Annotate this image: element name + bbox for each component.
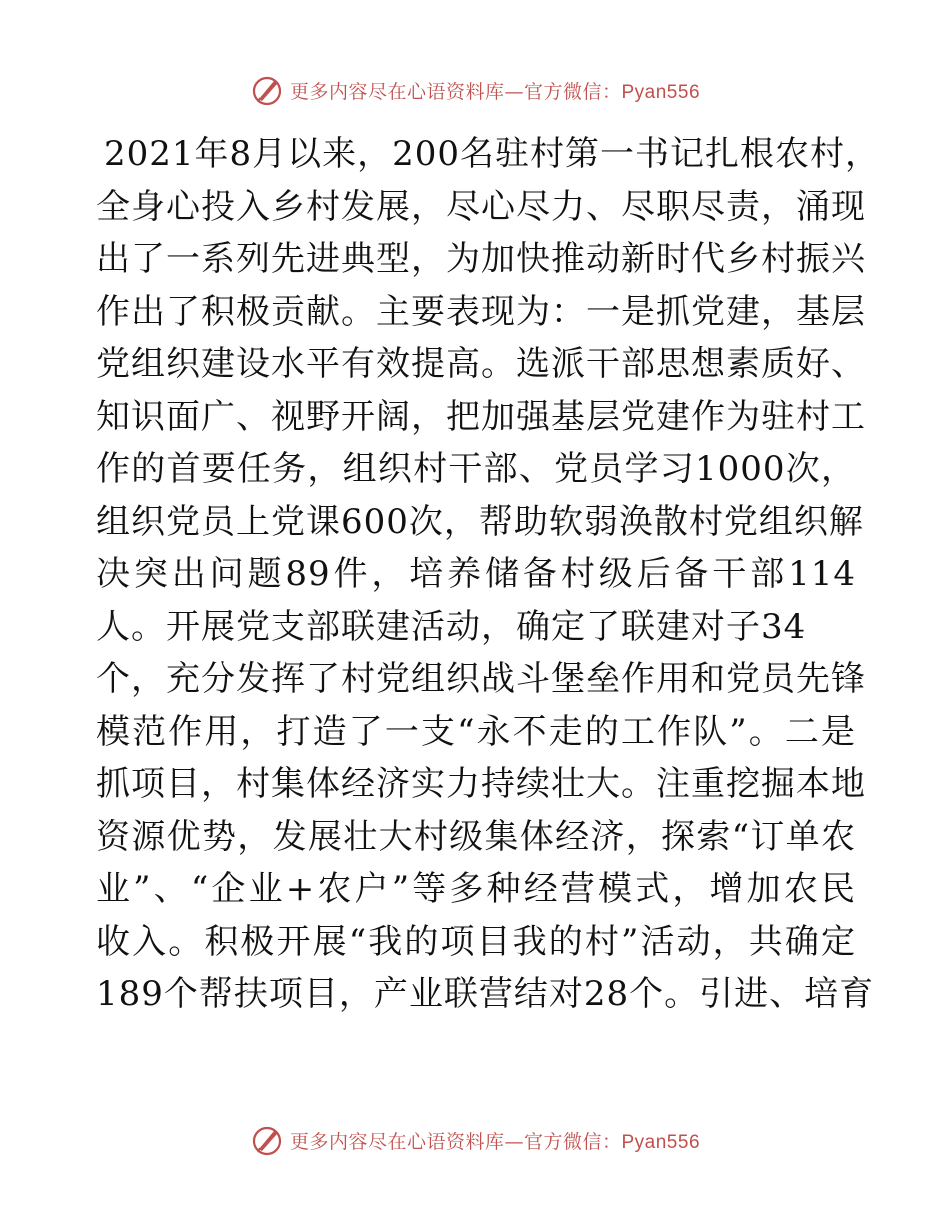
body-line: 资源优势，发展壮大村级集体经济，探索“订单农	[96, 816, 856, 857]
body-line: 组织党员上党课600次，帮助软弱涣散村党组织解	[96, 501, 864, 542]
body-line: 人。开展党支部联建活动，确定了联建对子34	[96, 606, 807, 647]
body-line: 抓项目，村集体经济实力持续壮大。注重挖掘本地	[96, 764, 866, 804]
body-line: 决突出问题89件，培养储备村级后备干部114	[96, 554, 856, 594]
body-line: 个，充分发挥了村党组织战斗堡垒作用和党员先锋	[96, 659, 866, 699]
watermark-account: Pyan556	[621, 1131, 701, 1153]
quill-circle-icon	[250, 1123, 284, 1157]
body-line: 收入。积极开展“我的项目我的村”活动，共确定	[96, 921, 856, 962]
body-line: 业”、“企业+农户”等多种经营模式，增加农民	[96, 869, 856, 909]
body-line: 189个帮扶项目，产业联营结对28个。引进、培育	[96, 974, 875, 1014]
body-line: 作出了积极贡献。主要表现为：一是抓党建，基层	[96, 291, 866, 332]
body-line: 出了一系列先进典型，为加快推动新时代乡村振兴	[96, 239, 866, 279]
body-line: 知识面广、视野开阔，把加强基层党建作为驻村工	[96, 396, 866, 437]
body-line: 作的首要任务，组织村干部、党员学习1000次，	[96, 449, 856, 489]
body-line: 全身心投入乡村发展，尽心尽力、尽职尽责，涌现	[96, 186, 866, 227]
header-watermark	[0, 70, 950, 110]
watermark-account: Pyan556	[621, 81, 701, 103]
quill-circle-icon	[250, 73, 284, 107]
watermark-text: 更多内容尽在心语资料库—官方微信：Pyan556	[289, 80, 701, 103]
body-line: 模范作用，打造了一支“永不走的工作队”。二是	[96, 711, 856, 752]
body-line: 党组织建设水平有效提高。选派干部思想素质好、	[96, 344, 866, 384]
footer-watermark	[0, 1120, 950, 1160]
watermark-text: 更多内容尽在心语资料库—官方微信：Pyan556	[289, 1130, 701, 1153]
document-body	[96, 128, 881, 1021]
body-line: 2021年8月以来，200名驻村第一书记扎根农村，	[104, 134, 881, 174]
